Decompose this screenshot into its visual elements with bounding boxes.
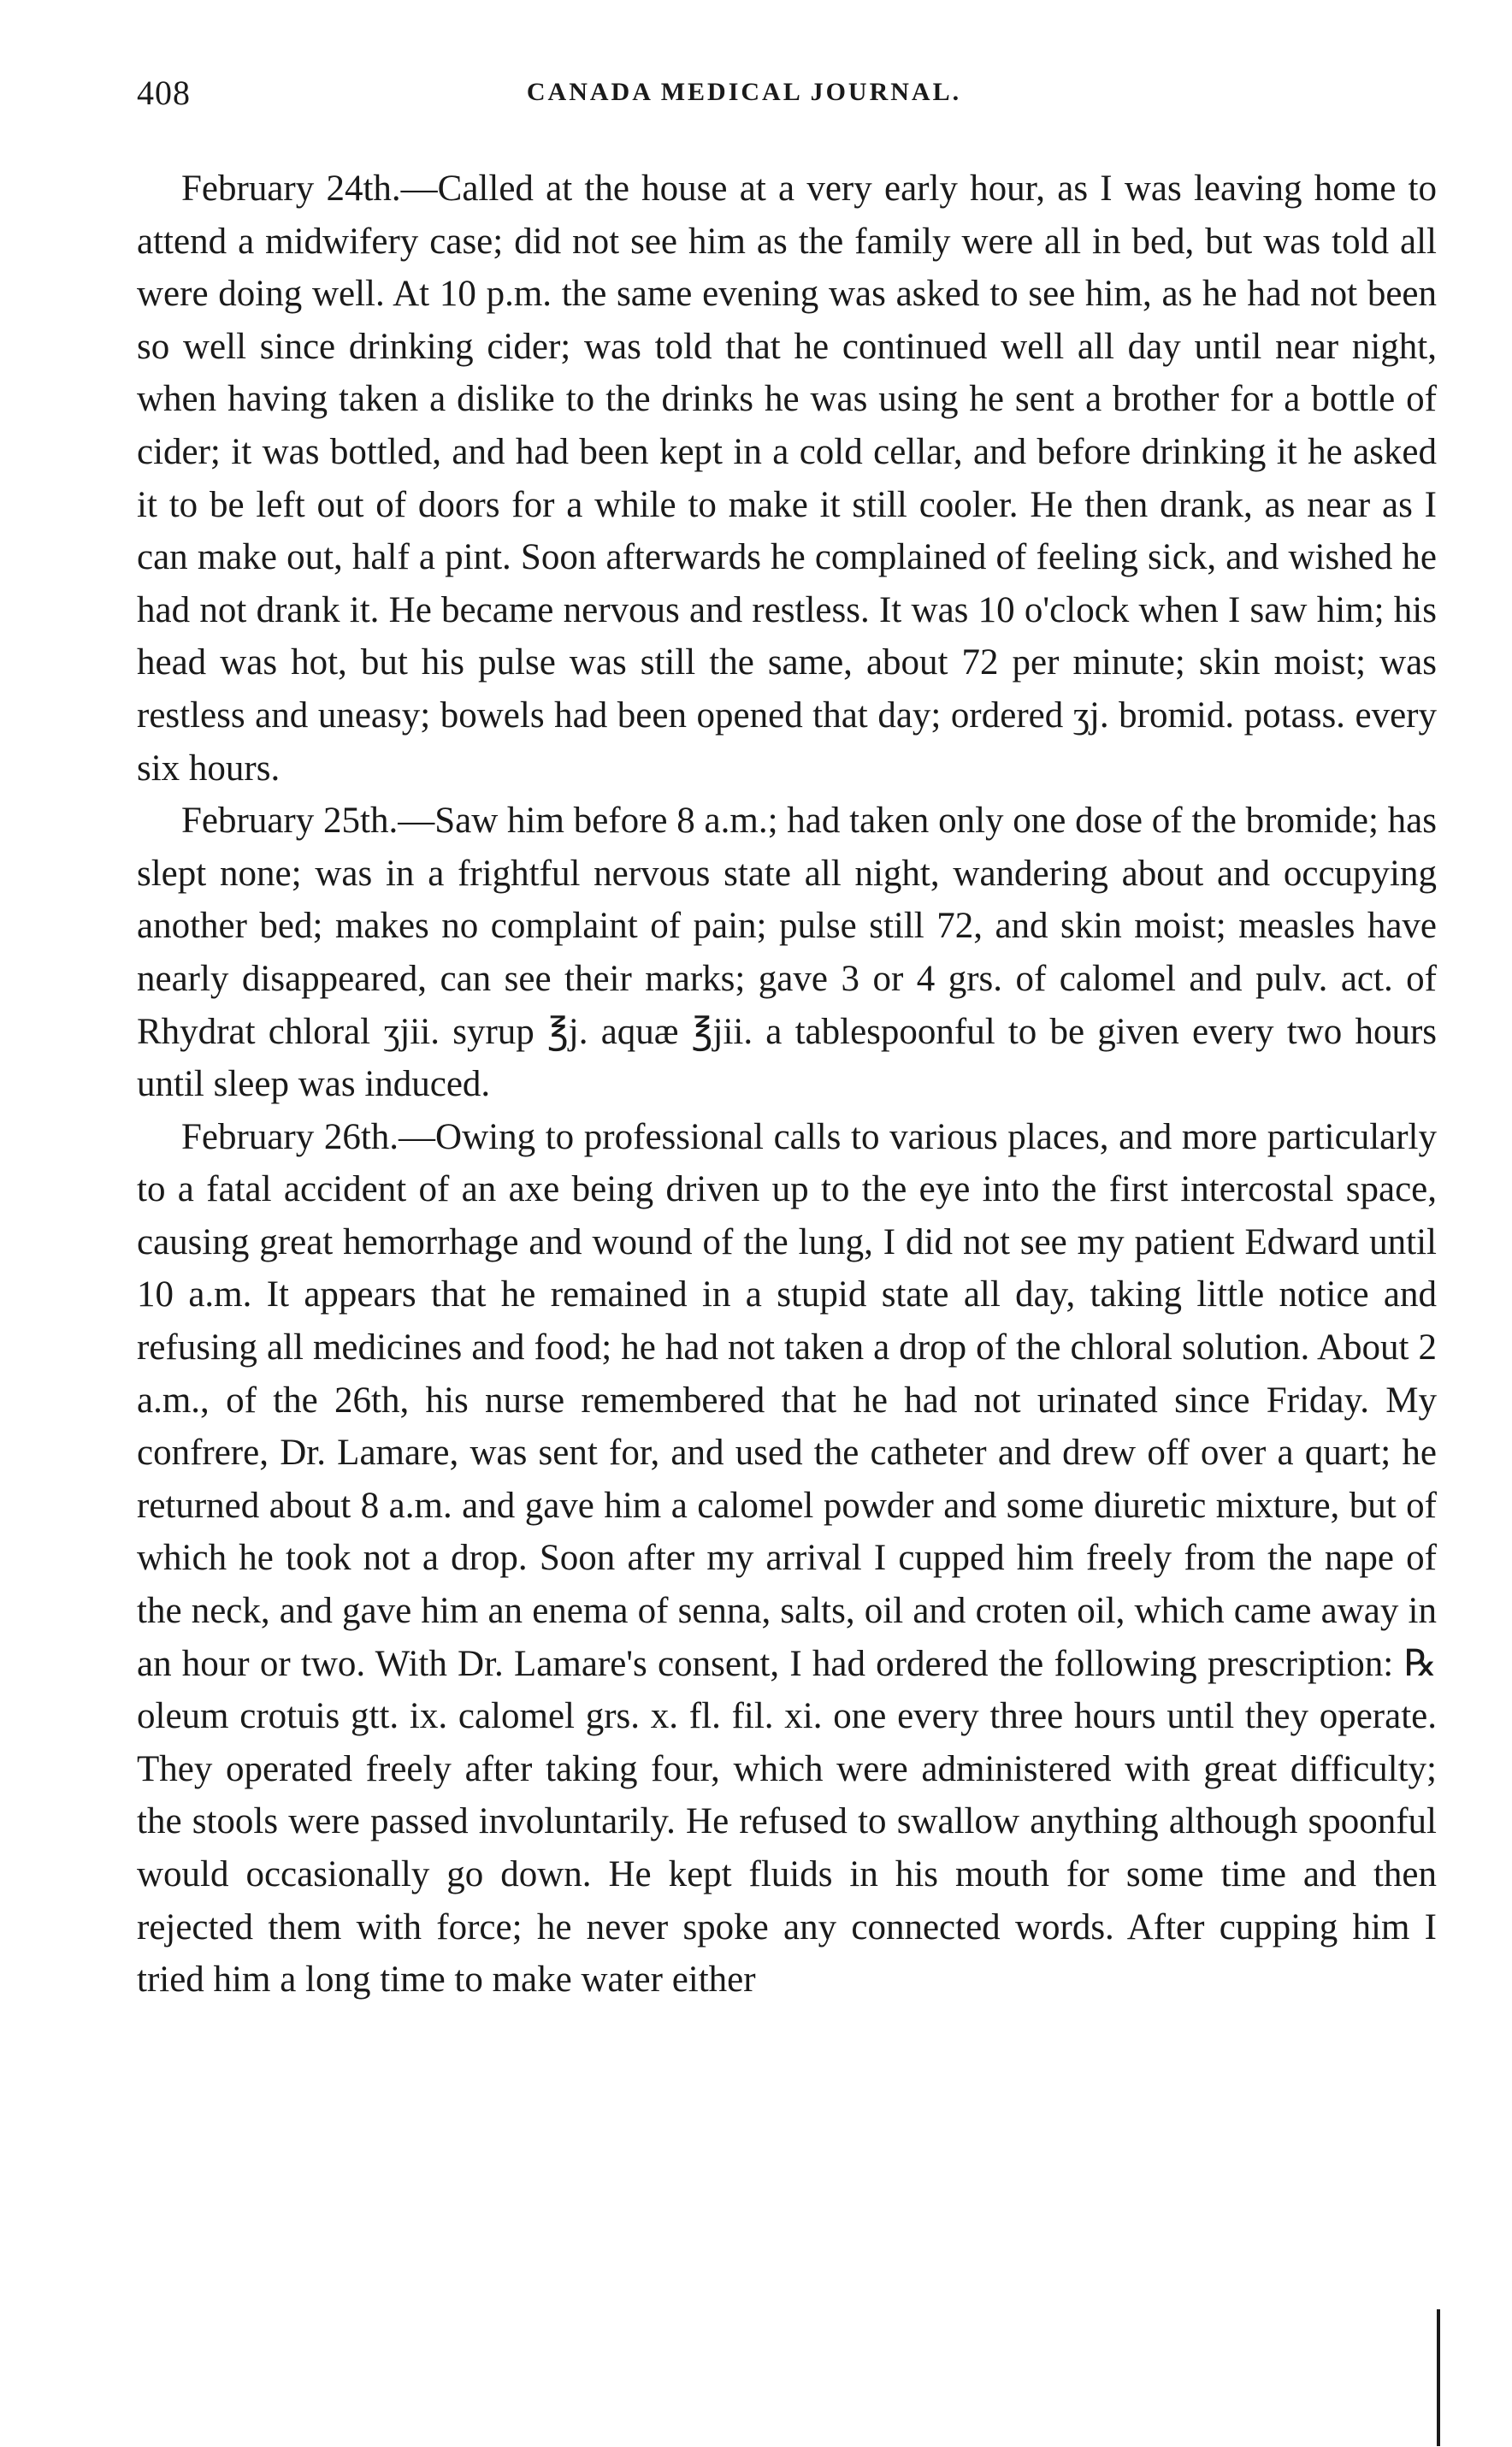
paragraph-feb-26: February 26th.—Owing to professional calls to various places, and more particularly to a fatal accident of an axe being driven up to the eye into the first intercostal space, causing great hemorrhage and wound of the lung, I did not see my patient Edward until 10 a.m. It appears that he remained in a stupid state all day, taking little notice and refusing all medicines and food; he had not taken a drop of the chloral solution. About 2 a.m., of the 26th, his nurse remembered that he had not urinated since Friday. My confrere, Dr. Lamare, was sent for, and used the catheter and drew off over a quart; he returned about 8 a.m. and gave him a calomel powder and some diuretic mixture, but of which he took not a drop. Soon after my arrival I cupped him freely from the nape of the neck, and gave him an enema of senna, salts, oil and croten oil, which came away in an hour or two. With Dr. Lamare's consent, I had ordered the following prescription: ℞ oleum crotuis gtt. ix. calomel grs. x. fl. fil. xi. one every three hours until they operate. They operated freely after taking four, which were administered with great difficulty; the stools were passed involuntarily. He refused to swallow anything although spoonful would occasionally go down. He kept fluids in his mouth for some time and then rejected them with force; he never spoke any connected words. After cupping him I tried him a long time to make water either bbox=[137, 1116, 1437, 2001]
binding-edge-mark bbox=[1437, 2309, 1440, 2446]
page-header bbox=[137, 73, 1351, 124]
paragraph-feb-24: February 24th.—Called at the house at a very early hour, as I was leaving home to attend a midwifery case; did not see him as the family were all in bed, but was told all were doing well. At 10 p.m. the same evening was asked to see him, as he had not been so well since drinking cider; was told that he continued well all day until near night, when having taken a dislike to the drinks he was using he sent a brother for a bottle of cider; it was bottled, and had been kept in a cold cellar, and before drinking it he asked it to be left out of doors for a while to make it still cooler. He then drank, as near as I can make out, half a pint. Soon afterwards he complained of feeling sick, and wished he had not drank it. He became nervous and restless. It was 10 o'clock when I saw him; his head was hot, but his pulse was still the same, about 72 per minute; skin moist; was restless and uneasy; bowels had been opened that day; ordered ʒj. bromid. potass. every six hours. bbox=[137, 168, 1437, 789]
running-head: CANADA MEDICAL JOURNAL. bbox=[526, 78, 962, 106]
page-number: 408 bbox=[137, 74, 191, 112]
paragraph-feb-25: February 25th.—Saw him before 8 a.m.; had taken only one dose of the bromide; has slept none; was in a frightful nervous state all night, wandering about and occupying another bed; makes no complaint of pain; pulse still 72, and skin moist; measles have nearly disappeared, can see their marks; gave 3 or 4 grs. of calomel and pulv. act. of Rhydrat chloral ʒjii. syrup ℥j. aquæ ℥jii. a tablespoonful to be given every two hours until sleep was induced. bbox=[137, 801, 1437, 1105]
article-body bbox=[137, 163, 1437, 2007]
